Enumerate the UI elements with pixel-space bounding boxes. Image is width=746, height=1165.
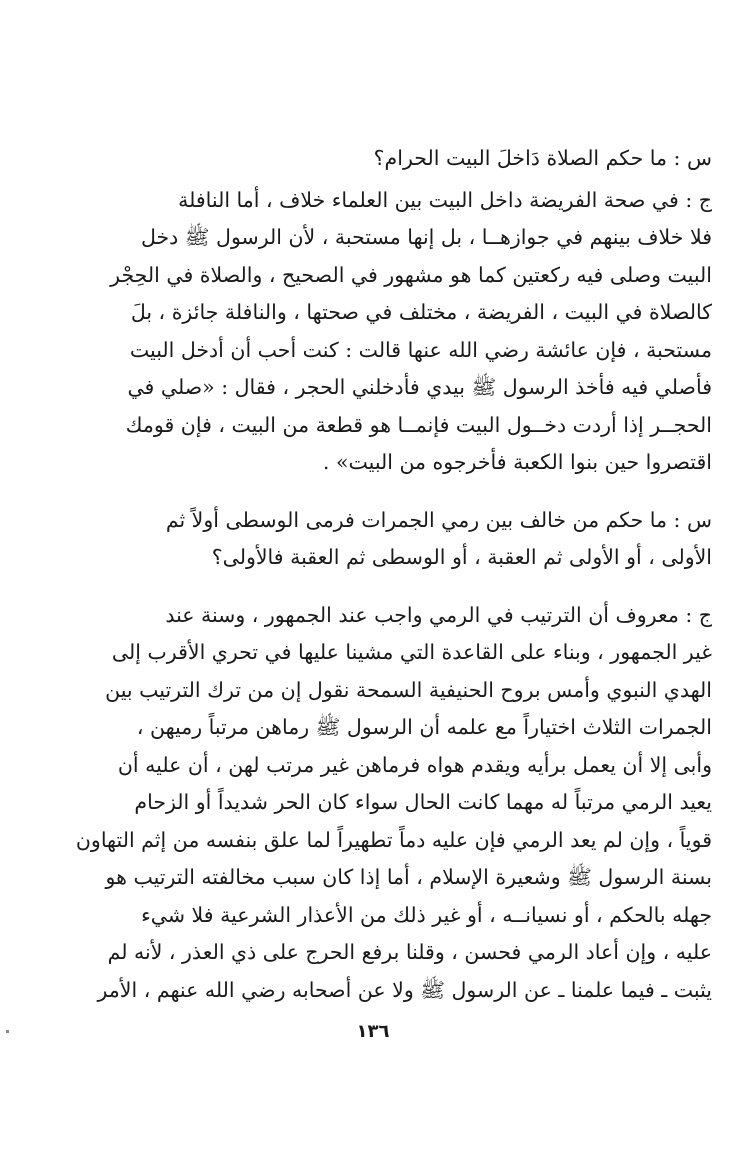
page-number: ١٣٦	[356, 1021, 390, 1042]
text-line: الحجــر إذا أردت دخــول البيت فإنمــا هو قطعة من البيت ، فإن قومك	[125, 412, 712, 437]
text-line: فلا خلاف بينهم في جوازهــا ، بل إنها مستحبة ، لأن الرسول ﷺ دخل	[140, 225, 712, 249]
text-line: يثبت ـ فيما علمنا ـ عن الرسول ﷺ ولا عن أصحابه رضي الله عنهم ، الأمر	[97, 977, 712, 1002]
text-line: مستحبة ، فإن عائشة رضي الله عنها قالت : كنت أحب أن أدخل البيت	[129, 337, 712, 362]
text-line: بسنة الرسول ﷺ وشعيرة الإسلام ، أما إذا كان سبب مخالفته الترتيب هو	[105, 865, 712, 889]
text-line: وأبى إلا أن يعمل برأيه ويقدم هواه فرماهن غير مرتب لهن ، أن عليه أن	[117, 752, 712, 777]
text-line: س : ما حكم من خالف بين رمي الجمرات فرمى الوسطى أولاً ثم	[165, 507, 712, 532]
text-line: غير الجمهور ، وبناء على القاعدة التي مشينا عليها في تحري الأقرب إلى	[111, 640, 712, 664]
text-line: جهله بالحكم ، أو نسيانــه ، أو غير ذلك من الأعذار الشرعية فلا شيء	[141, 902, 712, 927]
text-line: ج : معروف أن الترتيب في الرمي واجب عند الجمهور ، وسنة عند	[165, 602, 712, 627]
page-body	[60, 140, 712, 1009]
text-line: البيت وصلى فيه ركعتين كما هو مشهور في الصحيح ، والصلاة في الحِجْر	[110, 262, 712, 287]
answer-1	[60, 182, 712, 482]
question-2	[60, 502, 712, 577]
text-line: قوياً ، وإن لم يعد الرمي فإن عليه دماً تطهيراً لما علق بنفسه من إثم التهاون	[75, 827, 712, 852]
text-line: يعيد الرمي مرتباً له مهما كانت الحال سواء كان الحر شديداً أو الزحام	[134, 790, 712, 814]
text-line: فأصلي فيه فأخذ الرسول ﷺ بيدي فأدخلني الحجر ، فقال : «صلي في	[127, 375, 712, 399]
answer-2	[60, 597, 712, 1010]
text-line: اقتصروا حين بنوا الكعبة فأخرجوه من البيت» .	[322, 450, 712, 474]
text-line: ج : في صحة الفريضة داخل البيت بين العلماء خلاف ، أما النافلة	[178, 187, 712, 212]
text-line: الهدي النبوي وأمس بروح الحنيفية السمحة نقول إن من ترك الترتيب بين	[105, 677, 712, 702]
scan-edge-mark	[6, 1030, 9, 1033]
text-line: س : ما حكم الصلاة دَاخلَ البيت الحرام؟	[373, 146, 712, 170]
text-line: الأولى ، أو الأولى ثم العقبة ، أو الوسطى ثم العقبة فالأولى؟	[211, 545, 712, 569]
text-line: الجمرات الثلاث اختياراً مع علمه أن الرسول ﷺ رماهن مرتباً رميهن ،	[136, 715, 712, 739]
text-line: عليه ، وإن أعاد الرمي فحسن ، وقلنا برفع الحرج على ذي العذر ، لأنه لم	[107, 940, 712, 964]
question-1	[60, 140, 712, 178]
text-line: كالصلاة في البيت ، الفريضة ، مختلف في صحتها ، والنافلة جائزة ، بلَ	[130, 300, 712, 324]
